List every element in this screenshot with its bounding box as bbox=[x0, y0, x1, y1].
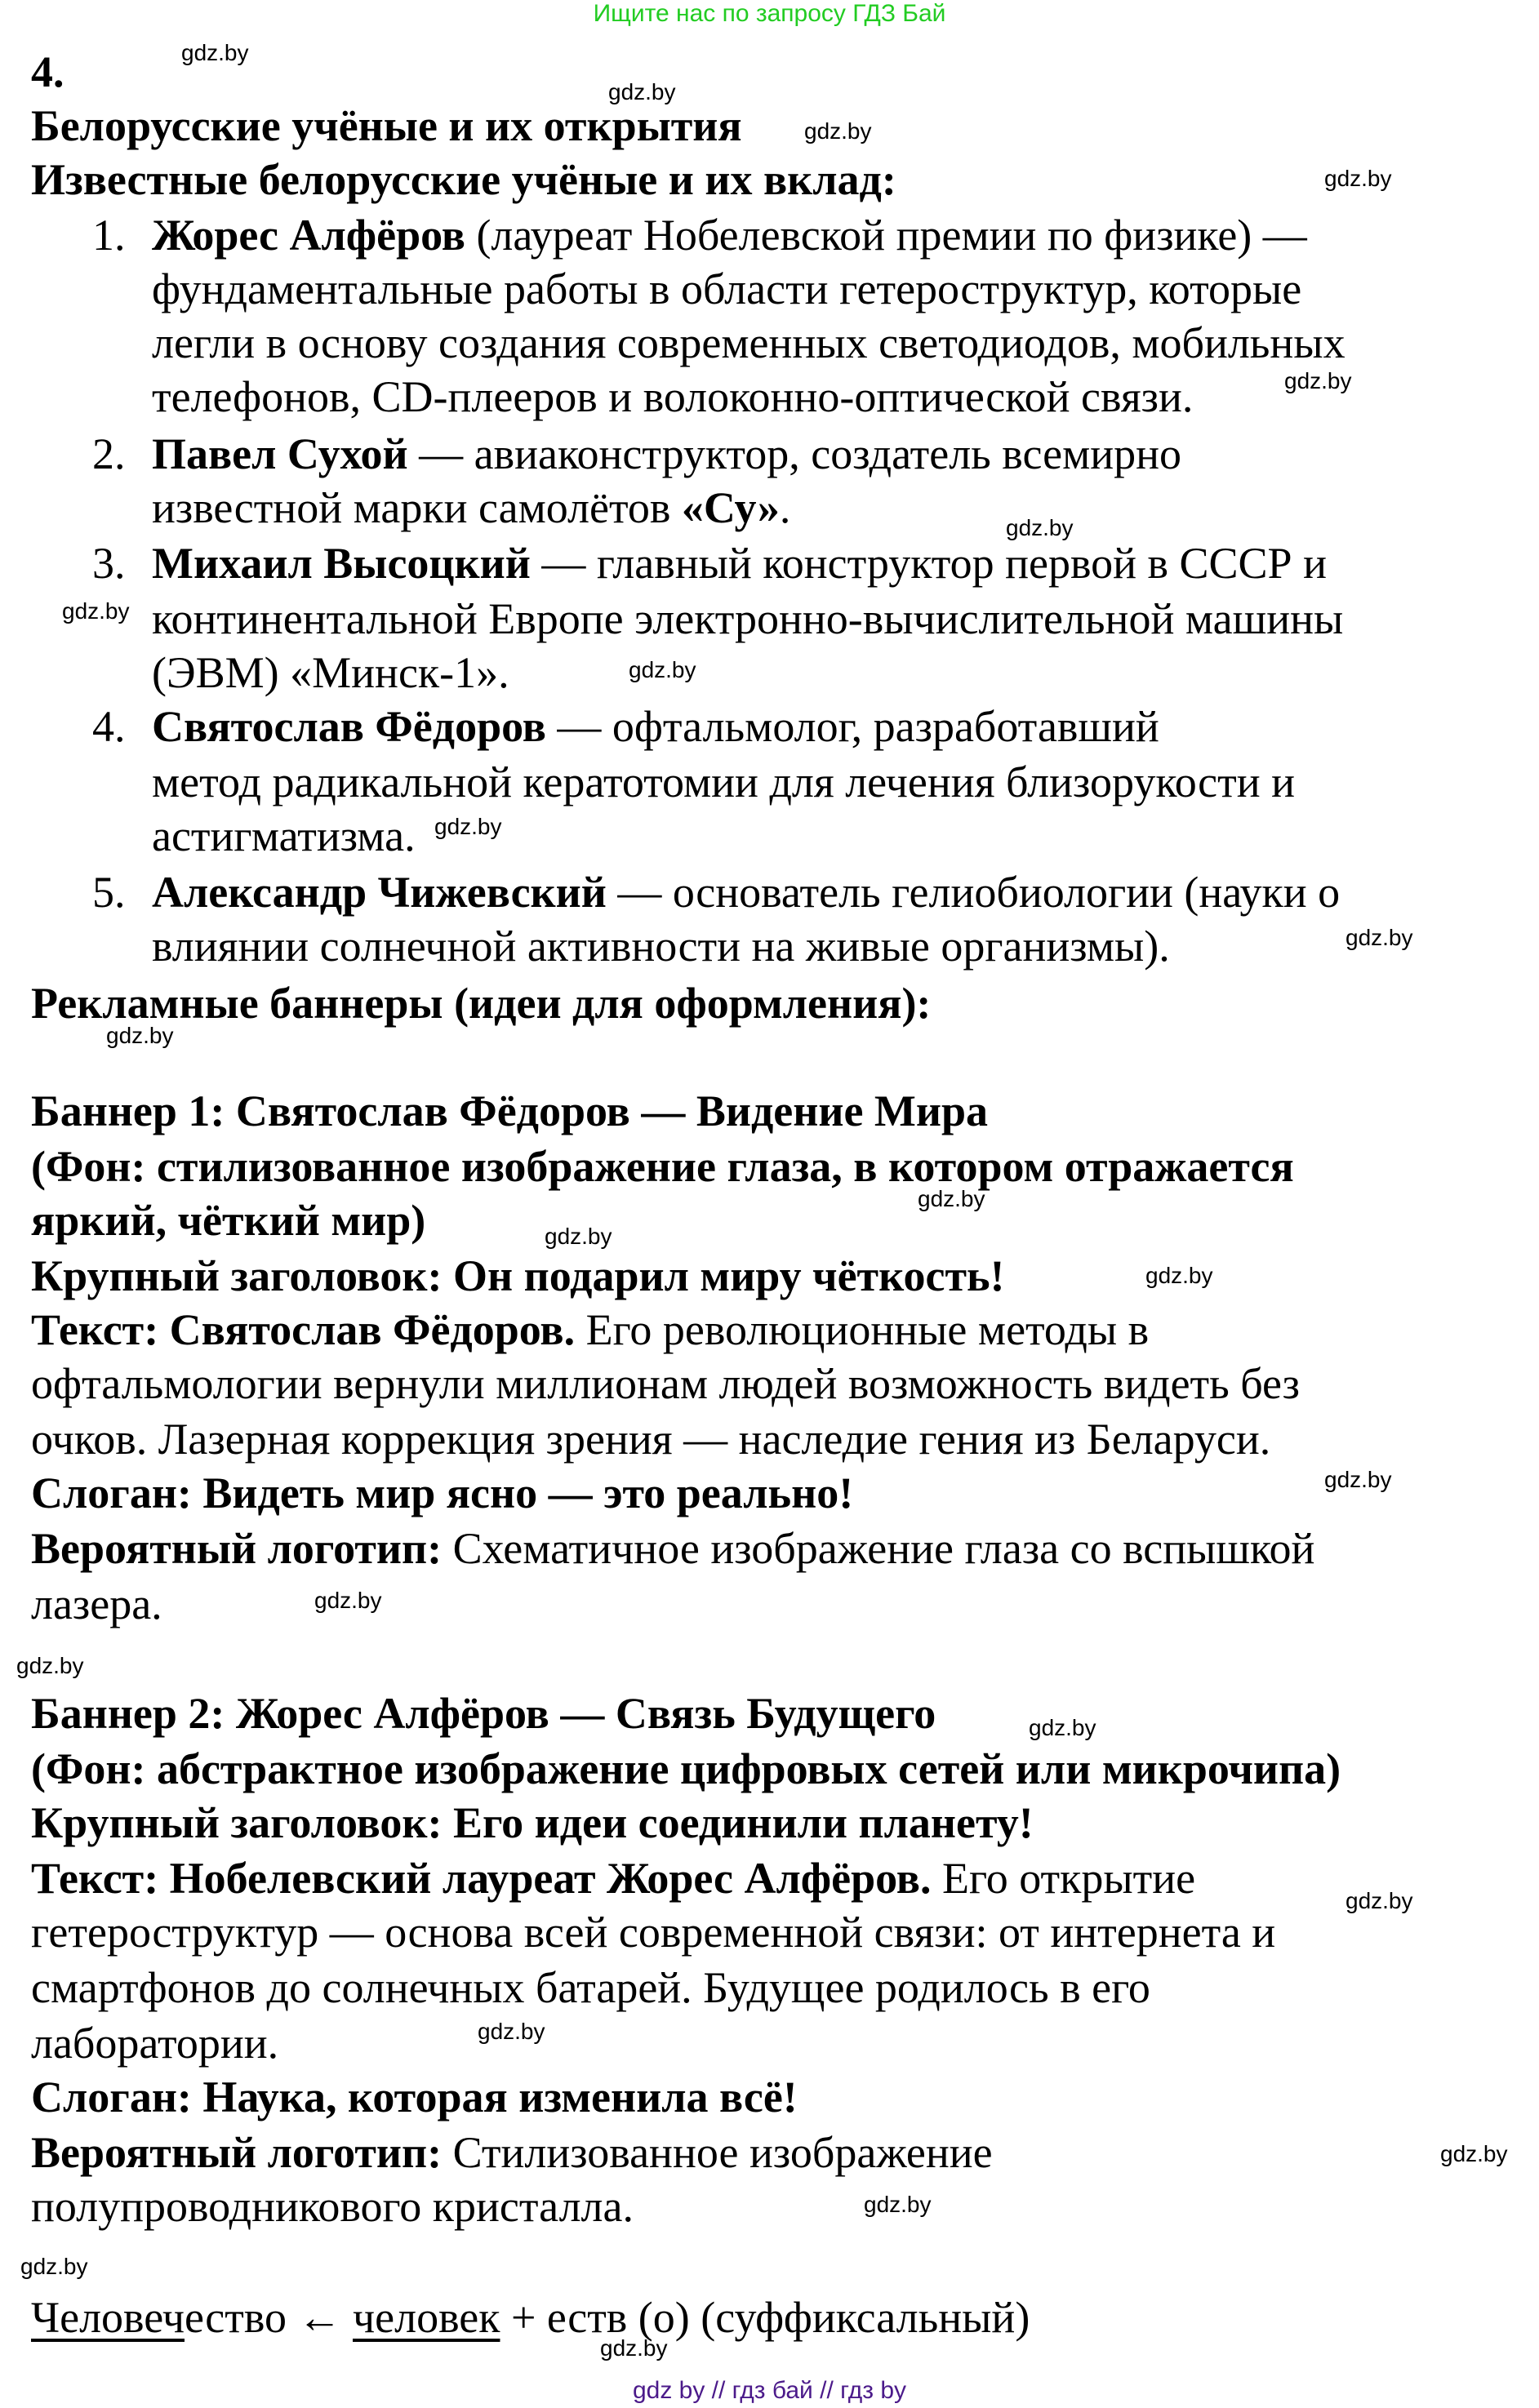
banner2-background: (Фон: абстрактное изображение цифровых сетей или микрочипа) bbox=[31, 1744, 1341, 1793]
watermark: gdz.by bbox=[1346, 925, 1413, 950]
watermark: gdz.by bbox=[1346, 1888, 1413, 1913]
list-item-text bbox=[152, 868, 1340, 917]
scientist-name: Павел Сухой bbox=[152, 429, 408, 478]
page-title: Белорусские учёные и их открытия bbox=[31, 101, 742, 150]
banner2-logo: полупроводникового кристалла. bbox=[31, 2182, 634, 2231]
watermark: gdz.by bbox=[314, 1588, 382, 1613]
list-item-text: (ЭВМ) «Минск-1». bbox=[152, 648, 509, 697]
list-number: 3. bbox=[92, 539, 126, 588]
watermark: gdz.by bbox=[600, 2335, 668, 2361]
list-item-text bbox=[152, 702, 1159, 751]
list-item-alferov bbox=[92, 211, 126, 260]
list-item-text bbox=[152, 539, 1327, 588]
list-item-text bbox=[152, 483, 790, 532]
list-number: 4. bbox=[92, 702, 126, 751]
watermark: gdz.by bbox=[1324, 166, 1392, 191]
banner1-title: Баннер 1: Святослав Фёдоров — Видение Мира bbox=[31, 1086, 989, 1135]
watermark: gdz.by bbox=[1440, 2141, 1508, 2166]
banner1-logo bbox=[31, 1524, 1314, 1573]
watermark: gdz.by bbox=[478, 2019, 545, 2044]
banner1-background: яркий, чёткий мир) bbox=[31, 1196, 426, 1245]
footer-links: gdz by // гдз бай // гдз by bbox=[632, 2377, 907, 2404]
task-number: 4. bbox=[31, 47, 64, 96]
brand-name: «Су» bbox=[681, 483, 780, 532]
watermark: gdz.by bbox=[106, 1023, 174, 1048]
list-item-text: телефонов, CD-плееров и волоконно-оптической связи. bbox=[152, 372, 1194, 421]
banner2-text bbox=[31, 1854, 1195, 1903]
watermark: gdz.by bbox=[20, 2254, 88, 2279]
watermark: gdz.by bbox=[1324, 1467, 1392, 1492]
formation-formula: + еств (о) (суффиксальный) bbox=[500, 2293, 1030, 2342]
watermark: gdz.by bbox=[1284, 368, 1352, 393]
scientist-desc: — главный конструктор первой в СССР и bbox=[530, 539, 1327, 588]
watermark: gdz.by bbox=[918, 1186, 985, 1211]
banner1-slogan: Слоган: Видеть мир ясно — это реально! bbox=[31, 1468, 854, 1517]
list-number: 5. bbox=[92, 868, 126, 917]
arrow-left-icon: ← bbox=[287, 2293, 353, 2342]
scientist-name: Жорес Алфёров bbox=[152, 211, 465, 260]
watermark: gdz.by bbox=[804, 118, 872, 144]
watermark: gdz.by bbox=[1029, 1715, 1096, 1740]
scientist-desc: — авиаконструктор, создатель всемирно bbox=[407, 429, 1182, 478]
scientist-name: Александр Чижевский bbox=[152, 868, 607, 917]
banner1-logo: лазера. bbox=[31, 1579, 162, 1628]
search-hint-banner: Ищите нас по запросу ГДЗ Бай bbox=[593, 0, 946, 27]
logo-text: Стилизованное изображение bbox=[442, 2128, 993, 2177]
list-item-text: континентальной Европе электронно-вычислительной машины bbox=[152, 594, 1344, 643]
watermark: gdz.by bbox=[629, 657, 696, 682]
banner-text: Его открытие bbox=[931, 1854, 1196, 1903]
list-item-text: метод радикальной кератотомии для лечения близорукости и bbox=[152, 757, 1296, 806]
banner1-text: офтальмологии вернули миллионам людей возможность видеть без bbox=[31, 1359, 1300, 1408]
watermark: gdz.by bbox=[1006, 515, 1074, 540]
list-item-text bbox=[152, 211, 1307, 260]
section-heading: Известные белорусские учёные и их вклад: bbox=[31, 155, 896, 204]
list-item-text bbox=[152, 429, 1181, 478]
banner1-text: очков. Лазерная коррекция зрения — наследие гения из Беларуси. bbox=[31, 1415, 1271, 1464]
logo-label: Вероятный логотип: bbox=[31, 1524, 443, 1573]
banner2-logo bbox=[31, 2128, 993, 2177]
banner2-slogan: Слоган: Наука, которая изменила всё! bbox=[31, 2073, 798, 2121]
banner-text: Его революционные методы в bbox=[575, 1305, 1150, 1354]
punctuation: . bbox=[779, 483, 791, 532]
word-rest: ество bbox=[184, 2293, 287, 2342]
banner2-text: гетероструктур — основа всей современной связи: от интернета и bbox=[31, 1908, 1276, 1957]
banner1-headline: Крупный заголовок: Он подарил миру чёткость! bbox=[31, 1251, 1005, 1300]
banner2-title: Баннер 2: Жорес Алфёров — Связь Будущего bbox=[31, 1689, 936, 1738]
text-label: Текст: Святослав Фёдоров. bbox=[31, 1305, 576, 1354]
scientist-desc: известной марки самолётов bbox=[152, 483, 682, 532]
logo-text: Схематичное изображение глаза со вспышкой bbox=[442, 1524, 1315, 1573]
watermark: gdz.by bbox=[864, 2192, 932, 2217]
list-number: 1. bbox=[92, 211, 126, 260]
watermark: gdz.by bbox=[181, 40, 249, 65]
banner2-headline: Крупный заголовок: Его идеи соединили планету! bbox=[31, 1798, 1034, 1847]
banners-heading: Рекламные баннеры (идеи для оформления): bbox=[31, 979, 932, 1028]
list-item-text: фундаментальные работы в области гетероструктур, которые bbox=[152, 264, 1302, 313]
banner1-text bbox=[31, 1305, 1149, 1354]
banner2-text: лаборатории. bbox=[31, 2019, 279, 2068]
list-item-text: астигматизма. bbox=[152, 811, 416, 860]
scientist-desc: (лауреат Нобелевской премии по физике) — bbox=[465, 211, 1307, 260]
watermark: gdz.by bbox=[545, 1224, 612, 1249]
watermark: gdz.by bbox=[608, 79, 676, 104]
word-stem-underlined: Человеч bbox=[31, 2293, 185, 2342]
scientist-name: Святослав Фёдоров bbox=[152, 702, 546, 751]
base-word-underlined: человек bbox=[353, 2293, 500, 2342]
watermark: gdz.by bbox=[16, 1653, 84, 1678]
watermark: gdz.by bbox=[434, 814, 502, 839]
watermark: gdz.by bbox=[62, 598, 130, 624]
scientist-desc: — основатель гелиобиологии (науки о bbox=[606, 868, 1341, 917]
banner2-text: смартфонов до солнечных батарей. Будущее родилось в его bbox=[31, 1963, 1150, 2012]
scientist-name: Михаил Высоцкий bbox=[152, 539, 531, 588]
list-item-text: влиянии солнечной активности на живые организмы). bbox=[152, 922, 1170, 971]
logo-label: Вероятный логотип: bbox=[31, 2128, 443, 2177]
list-item-text: легли в основу создания современных светодиодов, мобильных bbox=[152, 318, 1346, 367]
watermark: gdz.by bbox=[1145, 1263, 1213, 1288]
scientist-desc: — офтальмолог, разработавший bbox=[545, 702, 1159, 751]
list-number: 2. bbox=[92, 429, 126, 478]
word-formation-analysis bbox=[31, 2293, 1030, 2342]
banner1-background: (Фон: стилизованное изображение глаза, в котором отражается bbox=[31, 1142, 1294, 1191]
text-label: Текст: Нобелевский лауреат Жорес Алфёров. bbox=[31, 1854, 932, 1903]
